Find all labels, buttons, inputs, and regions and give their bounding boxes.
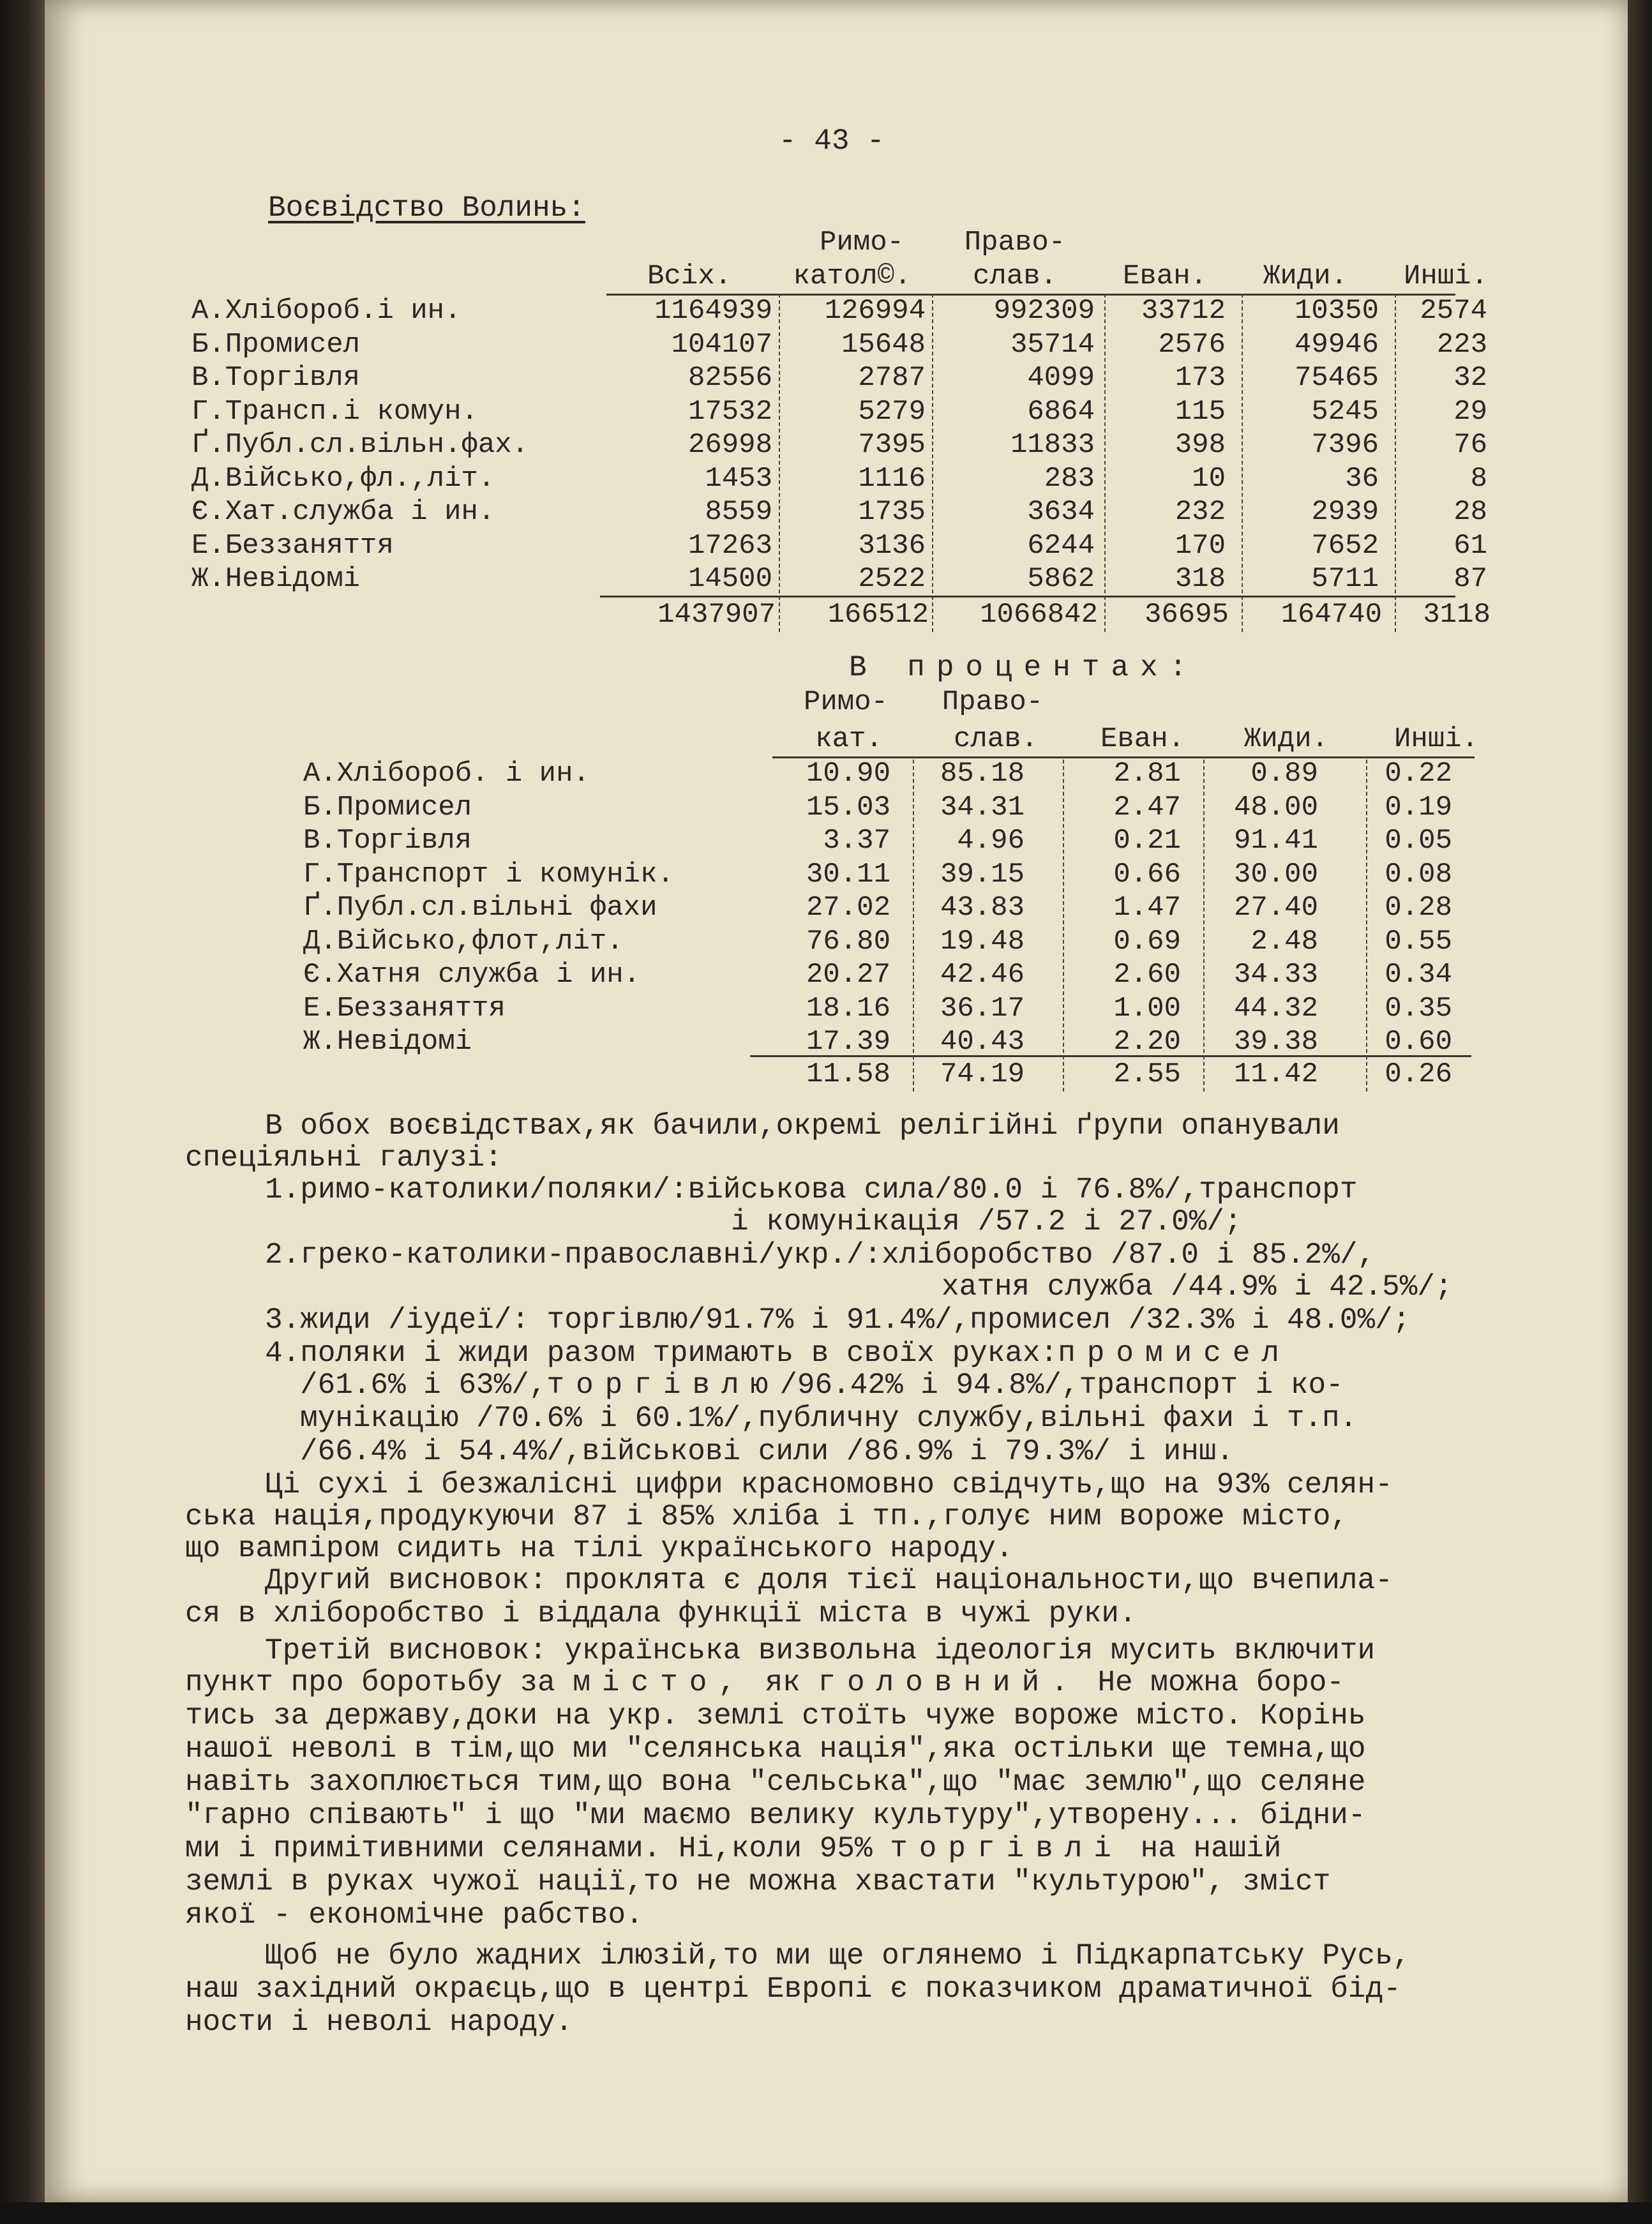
paragraph-4-line8: землі в руках чужої нації,то не можна хвастати "культурою", зміст xyxy=(185,1865,1331,1898)
t2-cell: 4.96 xyxy=(957,825,1025,857)
t2-cell: 0.69 xyxy=(1113,925,1181,958)
t1-header-jews: Жиди. xyxy=(1263,260,1348,292)
t2-cell: 0.21 xyxy=(1113,825,1181,857)
t1-row-label: А.Хлібороб.і ин. xyxy=(191,295,462,327)
t2-cell: 2.47 xyxy=(1113,791,1181,823)
t1-cell: 36 xyxy=(1345,462,1379,495)
t2-row-label: Г.Транспорт і комунік. xyxy=(303,858,674,890)
percent-title: В процентах: xyxy=(849,651,1199,684)
t1-cell: 5245 xyxy=(1311,395,1379,428)
t1-row-label: Е.Беззаняття xyxy=(191,529,394,562)
spaced-word-city: місто, xyxy=(573,1666,747,1699)
list-item-4-line4: /66.4% і 54.4%/,військові сили /86.9% і 79.3%/ і инш. xyxy=(300,1435,1235,1468)
list-item-4-text: /61.6% і 63%/, xyxy=(300,1369,547,1402)
t1-total-cell: 3118 xyxy=(1423,599,1491,631)
paragraph-4-line5: навіть захоплюється тим,що вона "сельська",що "має землю",що селяне xyxy=(185,1766,1366,1799)
t2-row-label: Є.Хатня служба і ин. xyxy=(303,959,641,991)
paragraph-5-line1: Щоб не було жадних ілюзій,то ми ще оглянемо і Підкарпатську Русь, xyxy=(265,1939,1411,1972)
t1-total-cell: 1437907 xyxy=(657,599,776,631)
t2-header-top-orthodox: Право- xyxy=(942,686,1044,718)
t1-row-label: Є.Хат.служба і ин. xyxy=(191,496,495,528)
t2-header-orthodox: слав. xyxy=(953,723,1039,755)
t1-cell: 398 xyxy=(1175,429,1226,461)
t1-cell: 29 xyxy=(1453,395,1487,428)
t1-cell: 2574 xyxy=(1420,295,1487,327)
t1-cell: 33712 xyxy=(1141,295,1226,327)
t2-cell: 44.32 xyxy=(1233,992,1318,1025)
t1-cell: 1164939 xyxy=(654,295,772,327)
t1-cell: 4099 xyxy=(1027,362,1095,394)
t2-cell: 10.90 xyxy=(806,758,890,790)
t2-cell: 48.00 xyxy=(1233,791,1318,823)
t1-total-cell: 36695 xyxy=(1144,599,1229,631)
t1-cell: 2787 xyxy=(858,362,926,394)
t1-cell: 5279 xyxy=(858,395,926,428)
t1-row-label: В.Торгівля xyxy=(191,362,361,394)
t1-header-top-catholic: Римо- xyxy=(819,227,905,259)
t2-cell: 30.00 xyxy=(1233,858,1318,890)
t1-cell: 82556 xyxy=(687,362,772,394)
t1-cell: 49946 xyxy=(1294,328,1379,361)
t1-cell: 61 xyxy=(1453,529,1487,562)
t2-row-label: Б.Промисел xyxy=(303,791,472,823)
t1-cell: 318 xyxy=(1175,563,1226,595)
list-item-4-line1 xyxy=(265,1335,1291,1371)
t2-cell: 0.34 xyxy=(1385,959,1452,991)
t1-cell: 5711 xyxy=(1311,563,1379,595)
paragraph-4-line6: "гарно співають" і що "ми маємо велику культуру",утворену... бідни- xyxy=(185,1799,1366,1832)
t2-total-rule xyxy=(750,1055,1471,1057)
t2-cell: 17.39 xyxy=(806,1026,890,1058)
page-bottom-edge xyxy=(0,2202,1652,2224)
t1-cell: 7652 xyxy=(1311,529,1379,562)
t2-col-divider xyxy=(1366,760,1367,1092)
t1-total-cell: 164740 xyxy=(1280,599,1382,631)
t1-cell: 2522 xyxy=(858,563,926,595)
t1-cell: 3634 xyxy=(1027,496,1095,528)
t1-cell: 17263 xyxy=(687,529,772,562)
paragraph-4-line3: тись за державу,доки на укр. землі стоїть чуже вороже місто. Корінь xyxy=(185,1699,1366,1732)
list-item-4-line3: мунікацію /70.6% і 60.1%/,публичну службу,вільні фахи і т.п. xyxy=(300,1402,1358,1435)
t1-cell: 170 xyxy=(1175,529,1226,562)
t1-cell: 8559 xyxy=(705,496,772,528)
t1-cell: 76 xyxy=(1453,429,1487,461)
paragraph-intro-line1: В обох воєвідствах,як бачили,окремі релігійні ґрупи опанували xyxy=(265,1109,1340,1143)
t1-cell: 115 xyxy=(1175,395,1226,428)
t1-cell: 1116 xyxy=(858,462,926,495)
t1-cell: 7396 xyxy=(1311,429,1379,461)
t1-cell: 6244 xyxy=(1027,529,1095,562)
t2-total-cell: 11.42 xyxy=(1233,1058,1318,1090)
t2-cell: 2.48 xyxy=(1250,925,1318,958)
t2-cell: 40.43 xyxy=(940,1026,1025,1058)
t1-cell: 10350 xyxy=(1294,295,1379,327)
t2-row-label: Е.Беззаняття xyxy=(303,992,506,1025)
list-item-4-line2 xyxy=(300,1367,1344,1403)
t2-cell: 0.08 xyxy=(1385,858,1452,890)
paragraph-2-line2: ська нація,продукуючи 87 і 85% хліба і тп.,голує ним вороже місто, xyxy=(185,1500,1348,1533)
t1-cell: 3136 xyxy=(858,529,926,562)
t2-cell: 0.89 xyxy=(1250,758,1318,790)
paragraph-4-text: ми і примітивними селянами. Ні,коли 95% xyxy=(185,1832,873,1865)
t1-cell: 5862 xyxy=(1027,563,1095,595)
t2-cell: 0.55 xyxy=(1385,925,1452,958)
t1-cell: 2939 xyxy=(1311,496,1379,528)
t1-total-cell: 1066842 xyxy=(980,599,1098,631)
t1-col-divider xyxy=(1242,294,1243,632)
t2-cell: 19.48 xyxy=(940,925,1025,958)
t2-cell: 1.47 xyxy=(1113,892,1181,924)
t2-cell: 0.66 xyxy=(1113,858,1181,890)
t1-row-label: Ж.Невідомі xyxy=(191,563,361,595)
t1-cell: 223 xyxy=(1436,328,1487,361)
t2-header-evangelical: Еван. xyxy=(1100,723,1185,755)
t1-cell: 87 xyxy=(1453,563,1487,595)
t2-cell: 0.35 xyxy=(1385,992,1452,1025)
paragraph-3-line2: ся в хліборобство і віддала функції міста в чужі руки. xyxy=(185,1597,1137,1630)
list-item-4-text: 4.поляки і жиди разом тримають в своїх руках: xyxy=(265,1337,1058,1370)
t1-total-rule xyxy=(600,596,1455,597)
t1-cell: 10 xyxy=(1192,462,1226,495)
paragraph-4-line2 xyxy=(185,1665,1344,1701)
t2-cell: 39.38 xyxy=(1233,1026,1318,1058)
paragraph-4-text: на нашій xyxy=(1140,1832,1282,1865)
t2-cell: 27.40 xyxy=(1233,892,1318,924)
t1-cell: 11833 xyxy=(1010,429,1095,461)
list-item-1-line1: 1.римо-католики/поляки/:військова сила/80.0 і 76.8%/,транспорт xyxy=(265,1173,1358,1206)
t2-row-label: Ж.Невідомі xyxy=(303,1026,472,1058)
t2-cell: 85.18 xyxy=(940,758,1025,790)
spaced-word-trade: торгівлю xyxy=(546,1369,780,1402)
list-item-2-line1: 2.греко-католики-православні/укр./:хліборобство /87.0 і 85.2%/, xyxy=(265,1238,1376,1272)
paragraph-4-line9: якої - економічне рабство. xyxy=(185,1898,643,1932)
t2-col-divider xyxy=(1063,760,1064,1092)
t1-col-divider xyxy=(779,294,780,632)
t1-cell: 232 xyxy=(1175,496,1226,528)
t2-cell: 34.33 xyxy=(1233,959,1318,991)
t2-cell: 30.11 xyxy=(806,858,890,890)
t1-cell: 26998 xyxy=(687,429,772,461)
t1-cell: 173 xyxy=(1175,362,1226,394)
t1-row-label: Г.Трансп.і комун. xyxy=(191,395,478,428)
list-item-4-text: /96.42% і 94.8%/,транспорт і ко- xyxy=(779,1369,1344,1402)
t1-cell: 35714 xyxy=(1010,328,1095,361)
spaced-word-main: головний. xyxy=(818,1666,1080,1699)
t1-row-label: Д.Військо,фл.,літ. xyxy=(191,462,495,495)
t2-total-cell: 2.55 xyxy=(1113,1058,1181,1090)
t2-cell: 1.00 xyxy=(1113,992,1181,1025)
t1-cell: 7395 xyxy=(858,429,926,461)
t1-cell: 104107 xyxy=(671,328,772,361)
t1-col-divider xyxy=(932,294,933,632)
list-item-2-line2: хатня служба /44.9% і 42.5%/; xyxy=(942,1270,1453,1304)
t2-row-label: Д.Військо,флот,літ. xyxy=(303,925,624,958)
paragraph-4-text: як xyxy=(765,1666,800,1699)
t2-cell: 18.16 xyxy=(806,992,890,1025)
t2-row-label: А.Хлібороб. і ин. xyxy=(303,758,590,790)
paragraph-4-line4: нашої неволі в тім,що ми "селянська нація",яка остільки ще темна,що xyxy=(185,1732,1366,1766)
paragraph-4-text: пункт про боротьбу за xyxy=(185,1666,555,1699)
section-heading: Воєвідство Волинь: xyxy=(268,192,585,225)
t1-header-orthodox: слав. xyxy=(972,260,1058,292)
t2-header-catholic: кат. xyxy=(815,723,883,755)
t2-cell: 2.60 xyxy=(1113,959,1181,991)
paragraph-5-line2: наш західний окраєць,що в центрі Европі є показчиком драматичної бід- xyxy=(185,1972,1401,2006)
paragraph-3-line1: Другий висновок: проклята є доля тієї національности,що вчепила- xyxy=(265,1564,1393,1597)
paragraph-4-line1: Третій висновок: українська визвольна ідеологія мусить включити xyxy=(265,1634,1376,1667)
t1-cell: 15648 xyxy=(841,328,926,361)
t2-cell: 34.31 xyxy=(940,791,1025,823)
t1-cell: 126994 xyxy=(824,295,926,327)
t2-cell: 20.27 xyxy=(806,959,890,991)
t1-cell: 2576 xyxy=(1158,328,1226,361)
t2-row-label: В.Торгівля xyxy=(303,825,472,857)
t1-header-catholic: катол©. xyxy=(793,260,912,292)
spaced-word-industry: промисел xyxy=(1058,1337,1291,1370)
t1-cell: 75465 xyxy=(1294,362,1379,394)
t1-header-others: Инші. xyxy=(1403,260,1489,292)
paragraph-2-line1: Ці сухі і безжалісні цифри красномовно свідчуть,що на 93% селян- xyxy=(265,1468,1393,1501)
t2-cell: 76.80 xyxy=(806,925,890,958)
t2-cell: 0.05 xyxy=(1385,825,1452,857)
t2-cell: 39.15 xyxy=(940,858,1025,890)
t2-cell: 42.46 xyxy=(940,959,1025,991)
t1-cell: 8 xyxy=(1470,462,1487,495)
t1-col-divider xyxy=(1104,294,1106,632)
t2-header-jews: Жиди. xyxy=(1243,723,1329,755)
t1-row-label: Ґ.Публ.сл.вільн.фах. xyxy=(191,429,529,461)
t2-cell: 2.20 xyxy=(1113,1026,1181,1058)
t2-header-top-catholic: Римо- xyxy=(803,686,889,718)
t2-col-divider xyxy=(1203,760,1205,1092)
t2-row-label: Ґ.Публ.сл.вільні фахи xyxy=(303,892,657,924)
t1-header-top-orthodox: Право- xyxy=(964,227,1066,259)
t2-cell: 0.19 xyxy=(1385,791,1452,823)
paragraph-intro-line2: спеціяльні галузі: xyxy=(185,1141,502,1175)
t2-cell: 0.60 xyxy=(1385,1026,1452,1058)
t1-cell: 1735 xyxy=(858,496,926,528)
list-item-3: 3.жиди /іудеї/: торгівлю/91.7% і 91.4%/,промисел /32.3% і 48.0%/; xyxy=(265,1304,1411,1337)
t2-total-cell: 0.26 xyxy=(1385,1058,1452,1090)
t1-col-divider xyxy=(1395,294,1396,632)
t1-cell: 32 xyxy=(1453,362,1487,394)
t2-cell: 0.28 xyxy=(1385,892,1452,924)
page-right-edge xyxy=(1628,0,1652,2224)
t2-col-divider xyxy=(913,760,914,1092)
t2-total-cell: 11.58 xyxy=(806,1058,890,1090)
t1-header-evangelical: Еван. xyxy=(1122,260,1208,292)
t1-cell: 283 xyxy=(1044,462,1095,495)
t2-cell: 91.41 xyxy=(1233,825,1318,857)
t1-header-all: Всіх. xyxy=(647,260,732,292)
t2-cell: 36.17 xyxy=(940,992,1025,1025)
t1-cell: 17532 xyxy=(687,395,772,428)
list-item-1-line2: і комунікація /57.2 і 27.0%/; xyxy=(731,1205,1242,1238)
t2-total-cell: 74.19 xyxy=(940,1058,1025,1090)
t2-cell: 15.03 xyxy=(806,791,890,823)
t1-cell: 14500 xyxy=(687,563,772,595)
t1-cell: 1453 xyxy=(705,462,772,495)
t2-cell: 27.02 xyxy=(806,892,890,924)
t1-cell: 992309 xyxy=(993,295,1095,327)
t1-total-cell: 166512 xyxy=(827,599,929,631)
paragraph-2-line3: що вампіром сидить на тілі українського народу. xyxy=(185,1532,1014,1565)
t2-cell: 3.37 xyxy=(823,825,890,857)
t1-cell: 6864 xyxy=(1027,395,1095,428)
paragraph-5-line3: ности і неволі народу. xyxy=(185,2006,573,2039)
spaced-word-trade: торгівлі xyxy=(890,1832,1123,1865)
t2-cell: 0.22 xyxy=(1385,758,1452,790)
paragraph-4-line7 xyxy=(185,1831,1281,1867)
paragraph-4-text: Не можна боро- xyxy=(1097,1666,1344,1699)
t2-cell: 2.81 xyxy=(1113,758,1181,790)
t2-header-others: Инші. xyxy=(1393,723,1479,755)
t2-cell: 43.83 xyxy=(940,892,1025,924)
t1-row-label: Б.Промисел xyxy=(191,328,361,361)
page-number: - 43 - xyxy=(779,124,885,158)
t1-cell: 28 xyxy=(1453,496,1487,528)
